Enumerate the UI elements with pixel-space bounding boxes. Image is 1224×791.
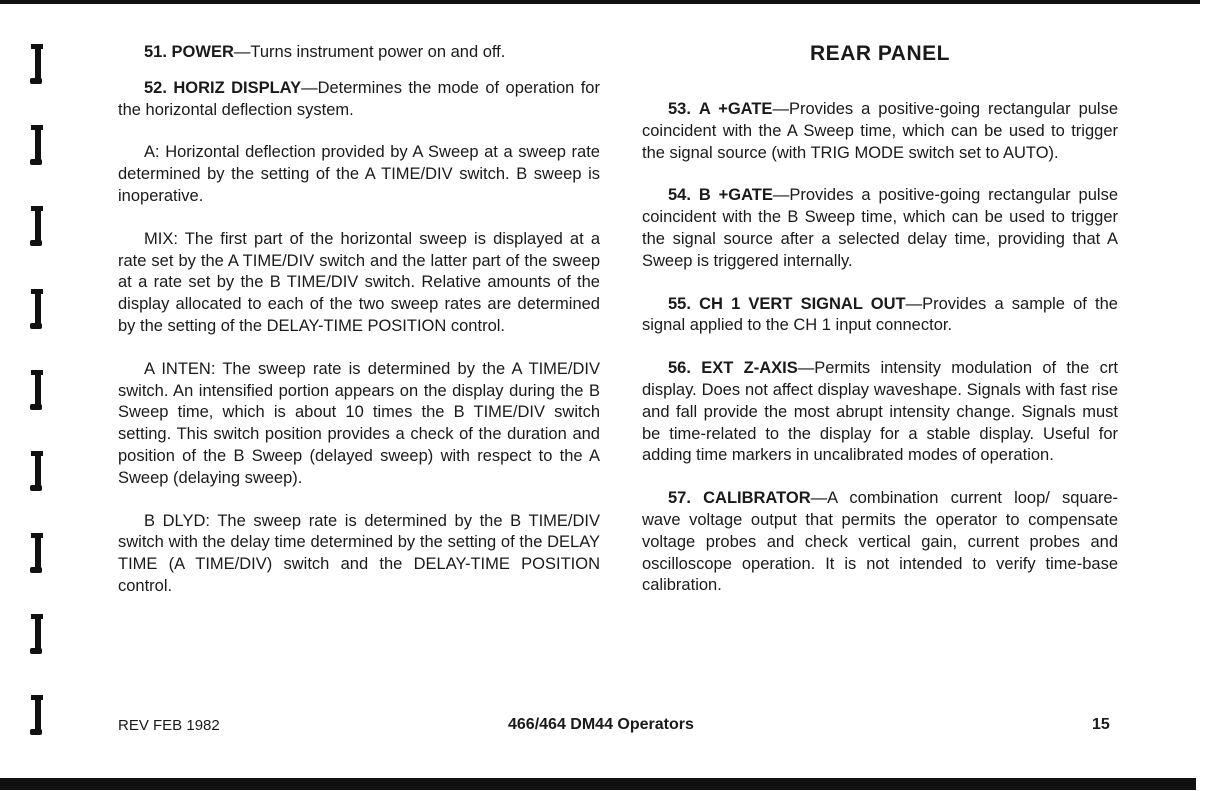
item-number: 54. — [668, 186, 691, 205]
item-text: —Determines the mode of operation for the horizontal deflection system. — [118, 78, 600, 119]
item-text: —Turns instrument power on and off. — [233, 43, 506, 61]
item-51 — [118, 42, 600, 64]
item-text: —Provides a positive-going rectangular pulse coincident with the A Sweep time, which can be used to trigger the signal source (with TRIG MODE switch set to AUTO). — [642, 100, 1119, 162]
binder-hole-icon — [30, 614, 44, 654]
left-column — [118, 42, 600, 598]
item-title: CH 1 VERT SIGNAL OUT — [699, 294, 906, 313]
mode-a-inten-paragraph: A INTEN: The sweep rate is determined by the A TIME/DIV switch. An intensified portion appears on the display during the B Sweep time, which is about 10 times the B TIME/DIV switch setting. This switch position provides a check of the duration and position of the B Sweep (delayed sweep) with respect to the A Sweep (delaying sweep). — [118, 359, 600, 487]
item-number: 51. — [144, 43, 167, 61]
item-53 — [642, 99, 1118, 164]
item-number: 56. — [668, 359, 691, 378]
item-text: —Provides a positive-going rectangular pulse coincident with the B Sweep time, which can be used to trigger the signal source after a selected delay time, providing that A Sweep is triggered internally. — [642, 186, 1118, 270]
item-number: 52. — [144, 78, 167, 97]
item-text: —Provides a sample of the signal applied to the CH 1 input connector. — [642, 294, 1118, 335]
item-title: B +GATE — [698, 186, 773, 205]
footer-page-number: 15 — [1092, 716, 1110, 733]
item-52 — [118, 78, 600, 122]
bottom-rule — [0, 778, 1196, 790]
item-title: CALIBRATOR — [703, 489, 811, 508]
binder-hole-marks — [30, 0, 50, 791]
item-57 — [642, 488, 1118, 597]
item-number: 55. — [668, 294, 691, 313]
item-number: 57. — [668, 489, 691, 508]
footer-revision: REV FEB 1982 — [118, 717, 220, 734]
mode-b-dlyd-paragraph: B DLYD: The sweep rate is determined by the B TIME/DIV switch with the delay time determined by the setting of the DELAY TIME (A TIME/DIV) switch and the DELAY-TIME POSITION control. — [118, 511, 600, 595]
item-54 — [642, 185, 1118, 272]
item-title: EXT Z-AXIS — [701, 359, 798, 378]
binder-hole-icon — [30, 695, 44, 735]
top-rule — [0, 0, 1200, 4]
item-title: POWER — [171, 43, 234, 61]
binder-hole-icon — [30, 206, 44, 246]
footer-manual-title: 466/464 DM44 Operators — [508, 716, 694, 733]
binder-hole-icon — [30, 451, 44, 491]
mode-mix-paragraph: MIX: The first part of the horizontal sweep is displayed at a rate set by the A TIME/DIV switch and the latter part of the sweep at a rate set by the B TIME/DIV switch. Relative amounts of the display allocated to each of the two sweep rates are determined by the setting of the DELAY-TIME POSITION control. — [118, 229, 600, 335]
item-number: 53. — [668, 100, 691, 118]
binder-hole-icon — [30, 533, 44, 573]
binder-hole-icon — [30, 289, 44, 329]
section-title: REAR PANEL — [810, 42, 950, 65]
binder-hole-icon — [30, 125, 44, 165]
item-55 — [642, 294, 1118, 338]
item-text: —A combination current loop/ square-wave voltage output that permits the operator to compensate voltage probes and check vertical gain, current probes and oscilloscope operation. It is not intended to verify time-base calibration. — [642, 489, 1118, 595]
right-column — [642, 42, 1118, 597]
binder-hole-icon — [30, 370, 44, 410]
mode-a-paragraph: A: Horizontal deflection provided by A Sweep at a sweep rate determined by the setting of the A TIME/DIV switch. B sweep is inoperative. — [118, 143, 600, 205]
item-title: A +GATE — [698, 100, 773, 118]
item-56 — [642, 358, 1118, 467]
item-title: HORIZ DISPLAY — [173, 78, 302, 97]
item-text: —Permits intensity modulation of the crt display. Does not affect display waveshape. Signals with fast rise and fall provide the most abrupt intensity change. Signals must be time-related to the display for a stable display. Useful for adding time markers in uncalibrated modes of operation. — [642, 359, 1118, 465]
binder-hole-icon — [30, 44, 44, 84]
